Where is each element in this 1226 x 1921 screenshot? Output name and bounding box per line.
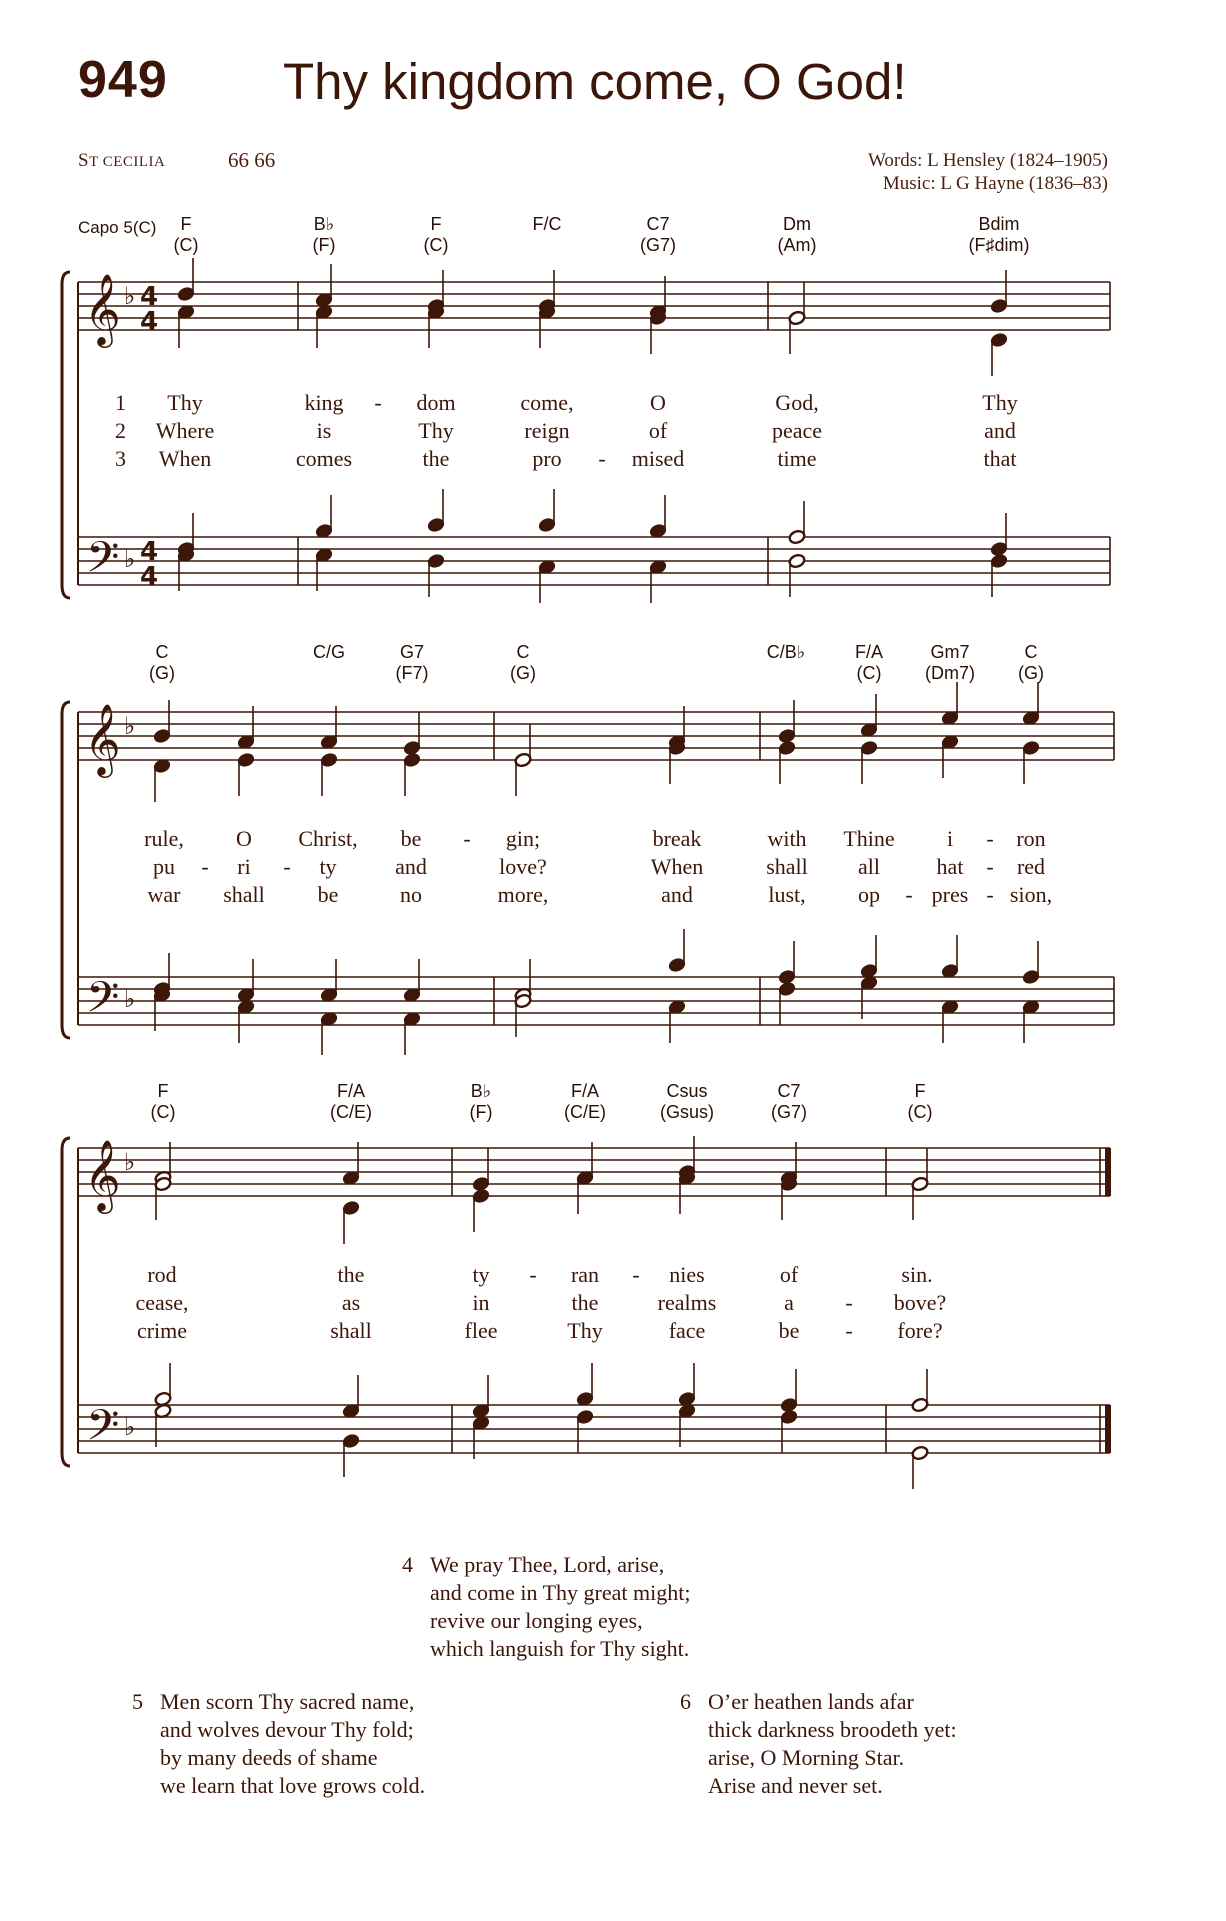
stanza-line: Men scorn Thy sacred name, [160,1689,415,1714]
chord-symbol: B♭ (F) [312,214,336,255]
lyric-syllable: - [529,1262,537,1287]
treble-clef-icon: 𝄞 [84,272,121,345]
lyric-syllable: a [784,1290,794,1315]
treble-staff [78,1148,1110,1196]
chord-symbol: C7 (G7) [640,214,676,255]
lyric-syllable: ran [570,1262,600,1287]
lyric-syllable: flee [464,1318,498,1343]
stanza-line: revive our longing eyes, [430,1608,643,1633]
words-credit: Words: L Hensley (1824–1905) [868,150,1108,171]
stanza-line: thick darkness broodeth yet: [708,1717,957,1742]
stanza-line: and come in Thy great might; [430,1580,691,1605]
lyric-syllable: shall [330,1318,372,1343]
time-signature: 4 [140,282,159,312]
chord-symbol: F/A (C/E) [330,1081,372,1122]
lyric-syllable: as [341,1290,361,1315]
lyric-syllable: - [201,854,209,879]
chord-symbol: C/B♭ [766,642,806,662]
lyric-syllable: all [858,854,880,879]
tune-name-rest: T CECILIA [89,154,166,170]
lyric-syllable: be [317,882,339,907]
bass-clef-icon: 𝄢 [86,1401,120,1461]
lyric-syllable: peace [771,418,823,443]
bass-staff [78,1405,1110,1453]
bass-staff [78,537,1110,585]
chord-symbol: B♭ (F) [469,1081,493,1122]
lyric-syllable: ty [319,854,337,879]
stanza-6 [680,1688,957,1800]
lyric-syllable: pres [931,882,969,907]
chord-symbol: F/A (C) [854,642,884,683]
lyric-syllable: comes [295,446,353,471]
lyric-syllable: the [337,1262,365,1287]
verse-number: 3 [115,446,126,471]
lyric-syllable: mised [631,446,685,471]
verse-number: 2 [115,418,126,443]
lyric-syllable: When [158,446,212,471]
lyric-syllable: and [395,854,427,879]
lyric-syllable: - [463,826,471,851]
lyric-syllable: realms [657,1290,717,1315]
lyric-syllable: - [986,882,994,907]
capo-indication: Capo 5(C) [78,218,157,237]
stanza-line: arise, O Morning Star. [708,1745,905,1770]
treble-clef-icon: 𝄞 [84,702,121,775]
lyric-syllable: come, [520,390,574,415]
lyric-syllable: O [650,390,666,415]
lyric-syllable: more, [497,882,549,907]
lyric-syllable: of [648,418,668,443]
flat-icon: ♭ [124,1413,136,1441]
system-1 [62,272,1110,598]
lyric-syllable: shall [766,854,808,879]
stanza-line: We pray Thee, Lord, arise, [430,1552,665,1577]
chord-symbol: C7 (G7) [771,1081,807,1122]
chord-symbol: F (C) [907,1081,933,1122]
lyric-syllable: face [668,1318,706,1343]
treble-clef-icon: 𝄞 [84,1138,121,1211]
lyric-syllable: the [422,446,450,471]
flat-icon: ♭ [124,1148,136,1176]
chord-symbol: F (C) [173,214,199,255]
tune-name-initial: S [78,150,90,171]
chord-symbol: C/G [312,642,346,662]
lyric-syllable: of [779,1262,799,1287]
lyric-syllable: - [598,446,606,471]
lyric-syllable: cease, [135,1290,189,1315]
hymn-number: 949 [78,51,168,109]
lyric-syllable: love? [499,854,547,879]
lyric-syllable: the [571,1290,599,1315]
stanza-number: 5 [132,1689,143,1714]
lyric-syllable: Thine [843,826,895,851]
lyric-syllable: war [147,882,181,907]
lyric-syllable: red [1016,854,1046,879]
lyric-syllable: crime [136,1318,188,1343]
lyric-syllable: break [652,826,702,851]
lyric-syllable: be [778,1318,800,1343]
chord-symbol: Bdim (F♯dim) [968,214,1030,255]
lyric-syllable: - [845,1290,853,1315]
lyric-syllable: When [650,854,704,879]
lyric-syllable: O [236,826,252,851]
lyric-syllable: that [983,446,1017,471]
stanza-line: and wolves devour Thy fold; [160,1717,414,1742]
lyric-syllable: in [472,1290,490,1315]
lyric-syllable: reign [524,418,570,443]
lyric-syllable: - [845,1318,853,1343]
lyric-syllable: ty [472,1262,490,1287]
lyric-syllable: ron [1016,826,1046,851]
chord-symbol: G7 (F7) [395,642,429,683]
lyric-syllable: sin. [901,1262,933,1287]
lyric-syllable: Christ, [298,826,358,851]
lyric-syllable: - [283,854,291,879]
verse-number: 1 [115,390,126,415]
time-signature: 4 [140,562,159,592]
chord-symbol: C (G) [149,642,175,683]
lyric-syllable: i [946,826,954,851]
music-credit: Music: L G Hayne (1836–83) [882,173,1108,194]
lyric-syllable: - [374,390,382,415]
stanza-4 [402,1551,691,1663]
lyric-syllable: gin; [505,826,541,851]
lyric-syllable: Thy [418,418,454,443]
stanza-number: 4 [402,1552,413,1577]
lyric-syllable: with [767,826,807,851]
chord-symbol: F/C [532,214,562,234]
lyric-syllable: Thy [167,390,203,415]
lyric-syllable: Where [155,418,215,443]
stanza-line: we learn that love grows cold. [160,1773,426,1798]
lyric-syllable: shall [223,882,265,907]
lyric-syllable: and [661,882,693,907]
lyric-syllable: op [858,882,880,907]
flat-icon: ♭ [124,545,136,573]
lyric-syllable: pu [153,854,175,879]
lyric-syllable: is [316,418,332,443]
lyric-syllable: - [986,826,994,851]
lyric-syllable: Thy [982,390,1018,415]
time-signature: 4 [140,307,159,337]
bass-clef-icon: 𝄢 [86,533,120,593]
bass-staff [78,977,1114,1025]
lyric-syllable: no [400,882,422,907]
lyric-syllable: rod [147,1262,177,1287]
flat-icon: ♭ [124,985,136,1013]
chord-symbol: F (C) [423,214,449,255]
lyric-syllable: lust, [768,882,806,907]
lyric-syllable: God, [775,390,819,415]
lyric-syllable: sion, [1009,882,1053,907]
stanza-number: 6 [680,1689,691,1714]
lyric-syllable: dom [416,390,456,415]
chord-symbol: C (G) [1018,642,1044,683]
chord-symbol: Dm (Am) [777,214,817,255]
lyric-syllable: hat [936,854,964,879]
stanza-5 [132,1688,426,1800]
lyric-syllable: bove? [893,1290,947,1315]
lyric-syllable: pro [532,446,562,471]
hymn-title: Thy kingdom come, O God! [283,53,907,110]
lyric-syllable: - [632,1262,640,1287]
lyric-syllable: nies [669,1262,705,1287]
chord-symbol: F (C) [150,1081,176,1122]
lyric-syllable: time [777,446,817,471]
lyric-syllable: Thy [567,1318,603,1343]
meter: 66 66 [228,148,276,172]
stanza-line: O’er heathen lands afar [708,1689,914,1714]
lyric-syllable: king [304,390,344,415]
flat-icon: ♭ [124,282,136,310]
flat-icon: ♭ [124,712,136,740]
lyric-syllable: - [905,882,913,907]
treble-staff [78,282,1110,330]
lyric-syllable: ri [237,854,251,879]
bass-clef-icon: 𝄢 [86,973,120,1033]
chord-symbol: F/A (C/E) [564,1081,606,1122]
chord-symbol: C (G) [510,642,536,683]
lyric-syllable: be [400,826,422,851]
chord-symbol: Gm7 (Dm7) [925,642,975,683]
stanza-line: which languish for Thy sight. [430,1636,690,1661]
treble-staff [78,712,1114,760]
lyric-syllable: - [986,854,994,879]
lyric-syllable: and [984,418,1016,443]
stanza-line: by many deeds of shame [160,1745,378,1770]
lyric-syllable: fore? [897,1318,943,1343]
time-signature: 4 [140,537,159,567]
lyric-syllable: rule, [144,826,184,851]
chord-symbol: Csus (Gsus) [660,1081,714,1122]
stanza-line: Arise and never set. [708,1773,883,1798]
